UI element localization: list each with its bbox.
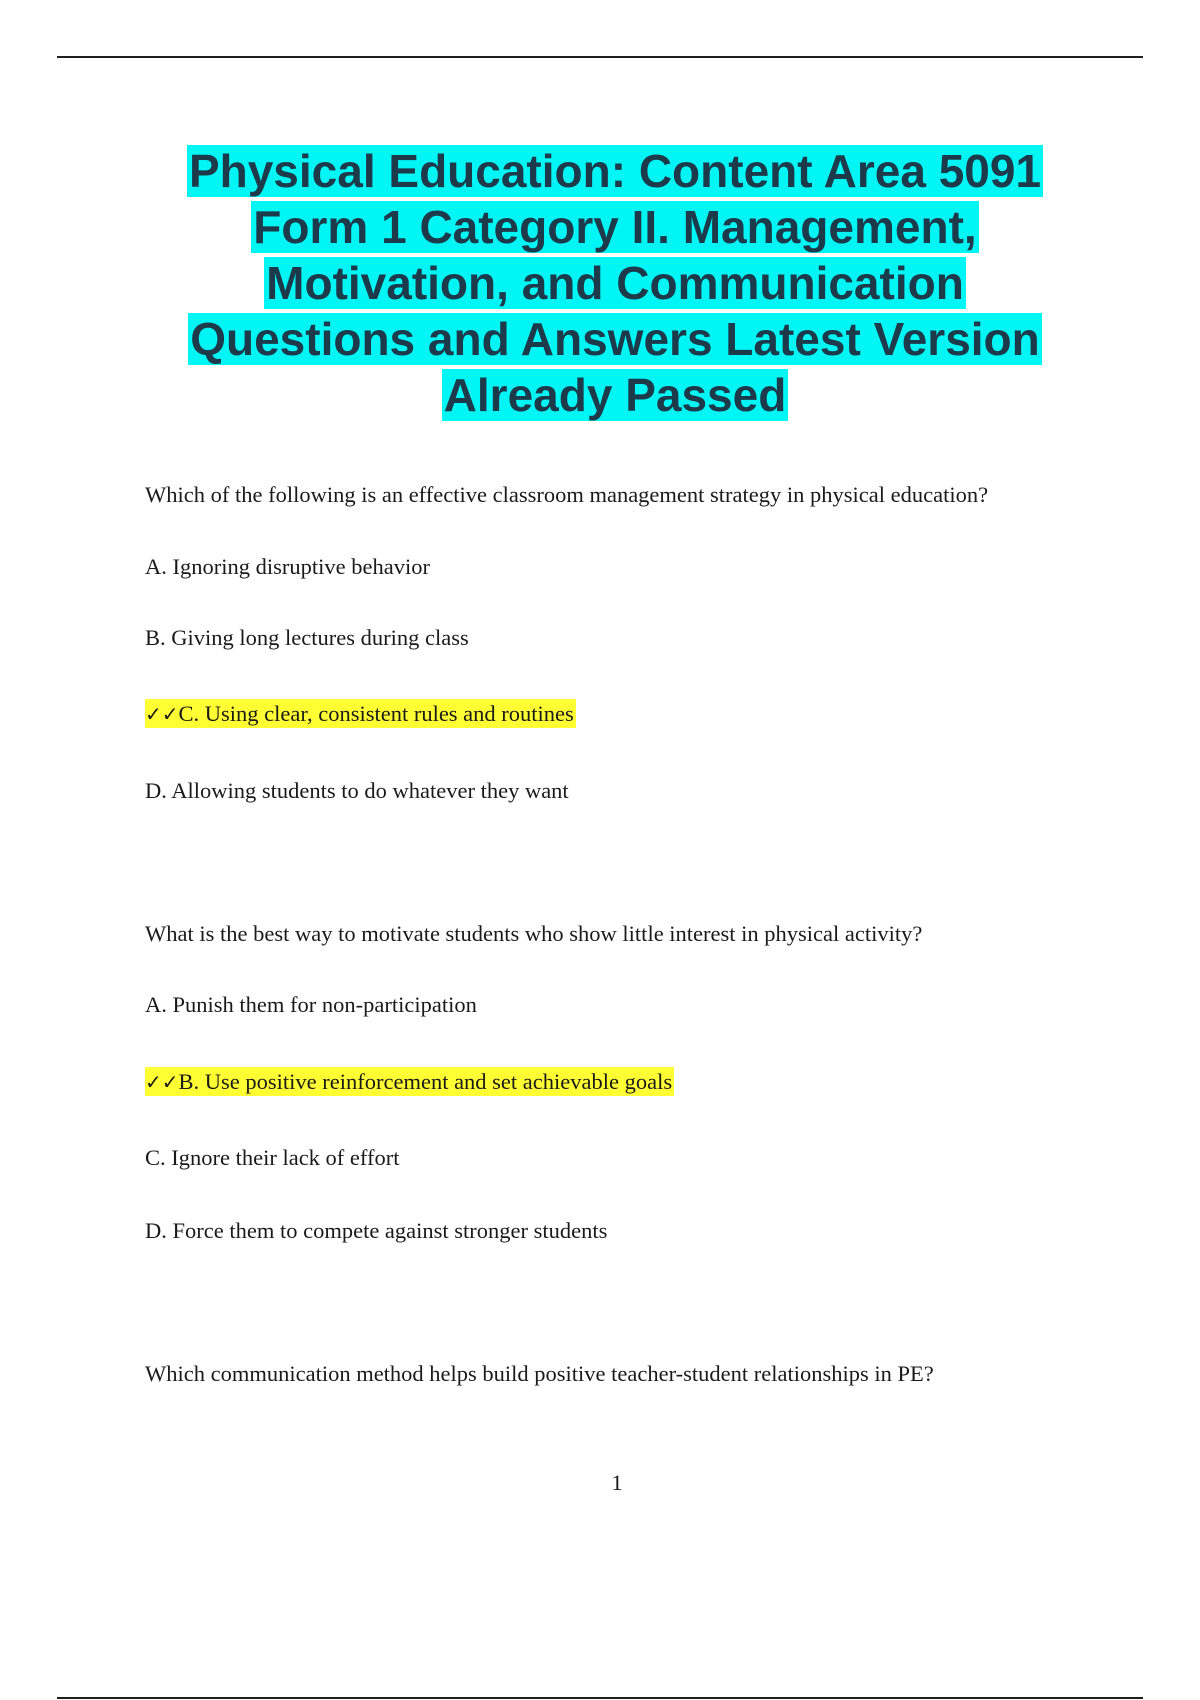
check-icon: ✓✓ [145, 702, 179, 726]
correct-answer-highlight [145, 699, 576, 728]
question-1-option-b: B. Giving long lectures during class [145, 625, 469, 650]
question-2-text: What is the best way to motivate students who show little interest in physical activity? [145, 921, 923, 946]
question-2-option-d: D. Force them to compete against stronger students [145, 1218, 608, 1243]
question-1-option-c-correct [145, 699, 576, 729]
document-title [150, 143, 1080, 423]
question-1-option-a: A. Ignoring disruptive behavior [145, 554, 430, 579]
title-text: Physical Education: Content Area 5091 Form 1 Category II. Management, Motivation, and Communication Questions and Answers Latest Version Already Passed [188, 145, 1042, 421]
question-2-option-c: C. Ignore their lack of effort [145, 1145, 400, 1170]
correct-answer-text: B. Use positive reinforcement and set achievable goals [178, 1069, 673, 1094]
header-rule [57, 56, 1143, 58]
check-icon: ✓✓ [145, 1070, 179, 1094]
question-3-text: Which communication method helps build positive teacher-student relationships in PE? [145, 1361, 934, 1386]
correct-answer-text: C. Using clear, consistent rules and routines [178, 701, 574, 726]
footer-rule [57, 1697, 1143, 1699]
question-1-text: Which of the following is an effective classroom management strategy in physical education? [145, 482, 989, 507]
question-2-option-b-correct [145, 1067, 674, 1097]
page-number: 1 [611, 1470, 623, 1495]
question-1-option-d: D. Allowing students to do whatever they want [145, 778, 569, 803]
correct-answer-highlight [145, 1067, 674, 1096]
question-2-option-a: A. Punish them for non-participation [145, 992, 477, 1017]
